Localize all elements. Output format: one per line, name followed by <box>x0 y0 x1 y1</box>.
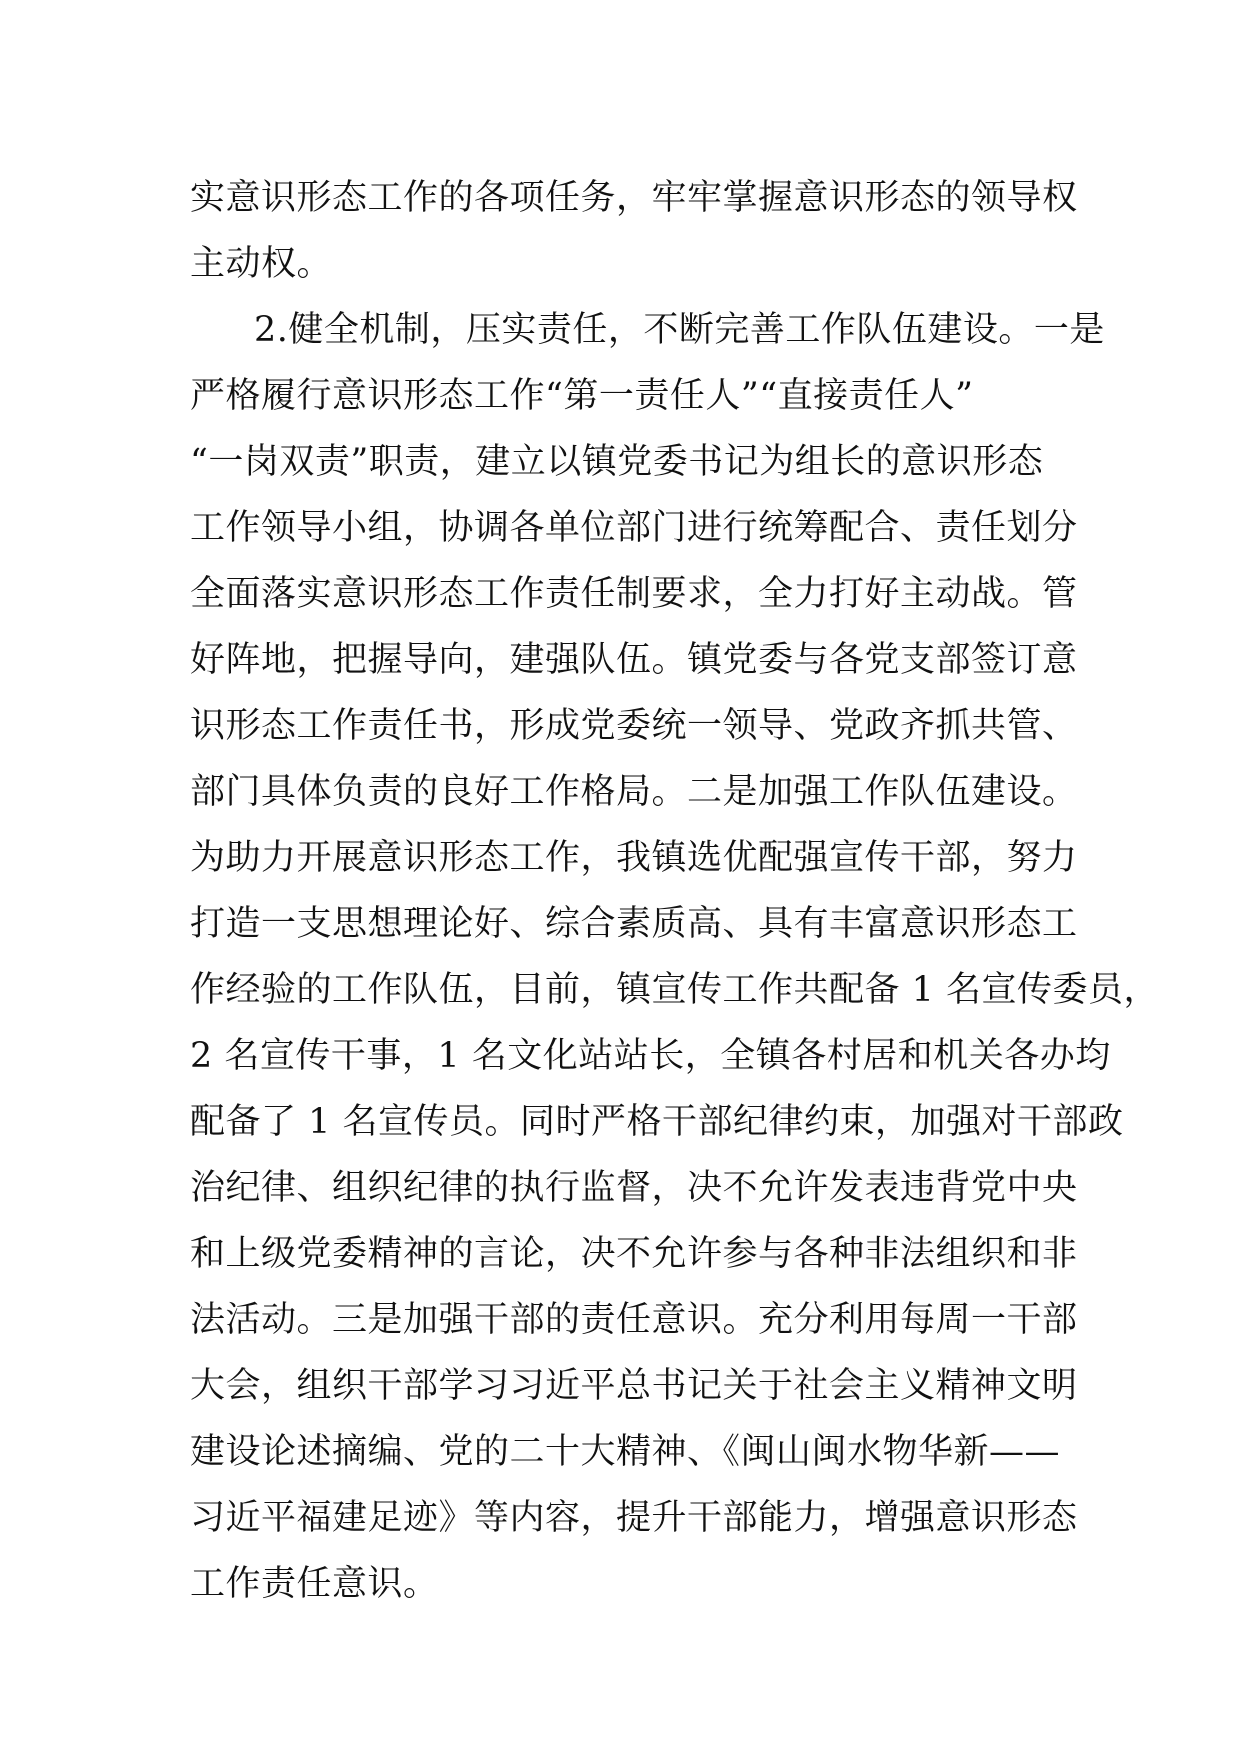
text-line: 为助力开展意识形态工作，我镇选优配强宣传干部，努力 <box>190 838 1078 878</box>
text-line: 建设论述摘编、党的二十大精神、《闽山闽水物华新—— <box>190 1432 1061 1472</box>
text-line: 工作责任意识。 <box>190 1564 439 1604</box>
text-line: 主动权。 <box>190 244 333 284</box>
text-line: 和上级党委精神的言论，决不允许参与各种非法组织和非 <box>190 1234 1078 1274</box>
text-line: 习近平福建足迹》等内容，提升干部能力，增强意识形态 <box>190 1498 1078 1538</box>
text-line: 2 名宣传干事，1 名文化站站长，全镇各村居和机关各办均 <box>190 1036 1111 1076</box>
text-line: 工作领导小组，协调各单位部门进行统筹配合、责任划分 <box>190 508 1078 548</box>
text-line: 严格履行意识形态工作“第一责任人”“直接责任人” <box>190 376 974 416</box>
text-line: 实意识形态工作的各项任务，牢牢掌握意识形态的领导权 <box>190 178 1078 218</box>
paragraph-start-line: 2.健全机制，压实责任，不断完善工作队伍建设。一是 <box>254 310 1105 350</box>
text-line: 打造一支思想理论好、综合素质高、具有丰富意识形态工 <box>190 904 1078 944</box>
text-line: 全面落实意识形态工作责任制要求，全力打好主动战。管 <box>190 574 1078 614</box>
text-line: 配备了 1 名宣传员。同时严格干部纪律约束，加强对干部政 <box>190 1102 1124 1142</box>
text-line: 部门具体负责的良好工作格局。二是加强工作队伍建设。 <box>190 772 1078 812</box>
text-line: 识形态工作责任书，形成党委统一领导、党政齐抓共管、 <box>190 706 1078 746</box>
text-line: 治纪律、组织纪律的执行监督，决不允许发表违背党中央 <box>190 1168 1078 1208</box>
text-line: 大会，组织干部学习习近平总书记关于社会主义精神文明 <box>190 1366 1078 1406</box>
text-line: 法活动。三是加强干部的责任意识。充分利用每周一干部 <box>190 1300 1078 1340</box>
body-text <box>190 165 1160 1617</box>
text-line: “一岗双责”职责，建立以镇党委书记为组长的意识形态 <box>190 442 1044 482</box>
text-line: 好阵地，把握导向，建强队伍。镇党委与各党支部签订意 <box>190 640 1078 680</box>
text-line: 作经验的工作队伍，目前，镇宣传工作共配备 1 名宣传委员， <box>190 970 1160 1010</box>
